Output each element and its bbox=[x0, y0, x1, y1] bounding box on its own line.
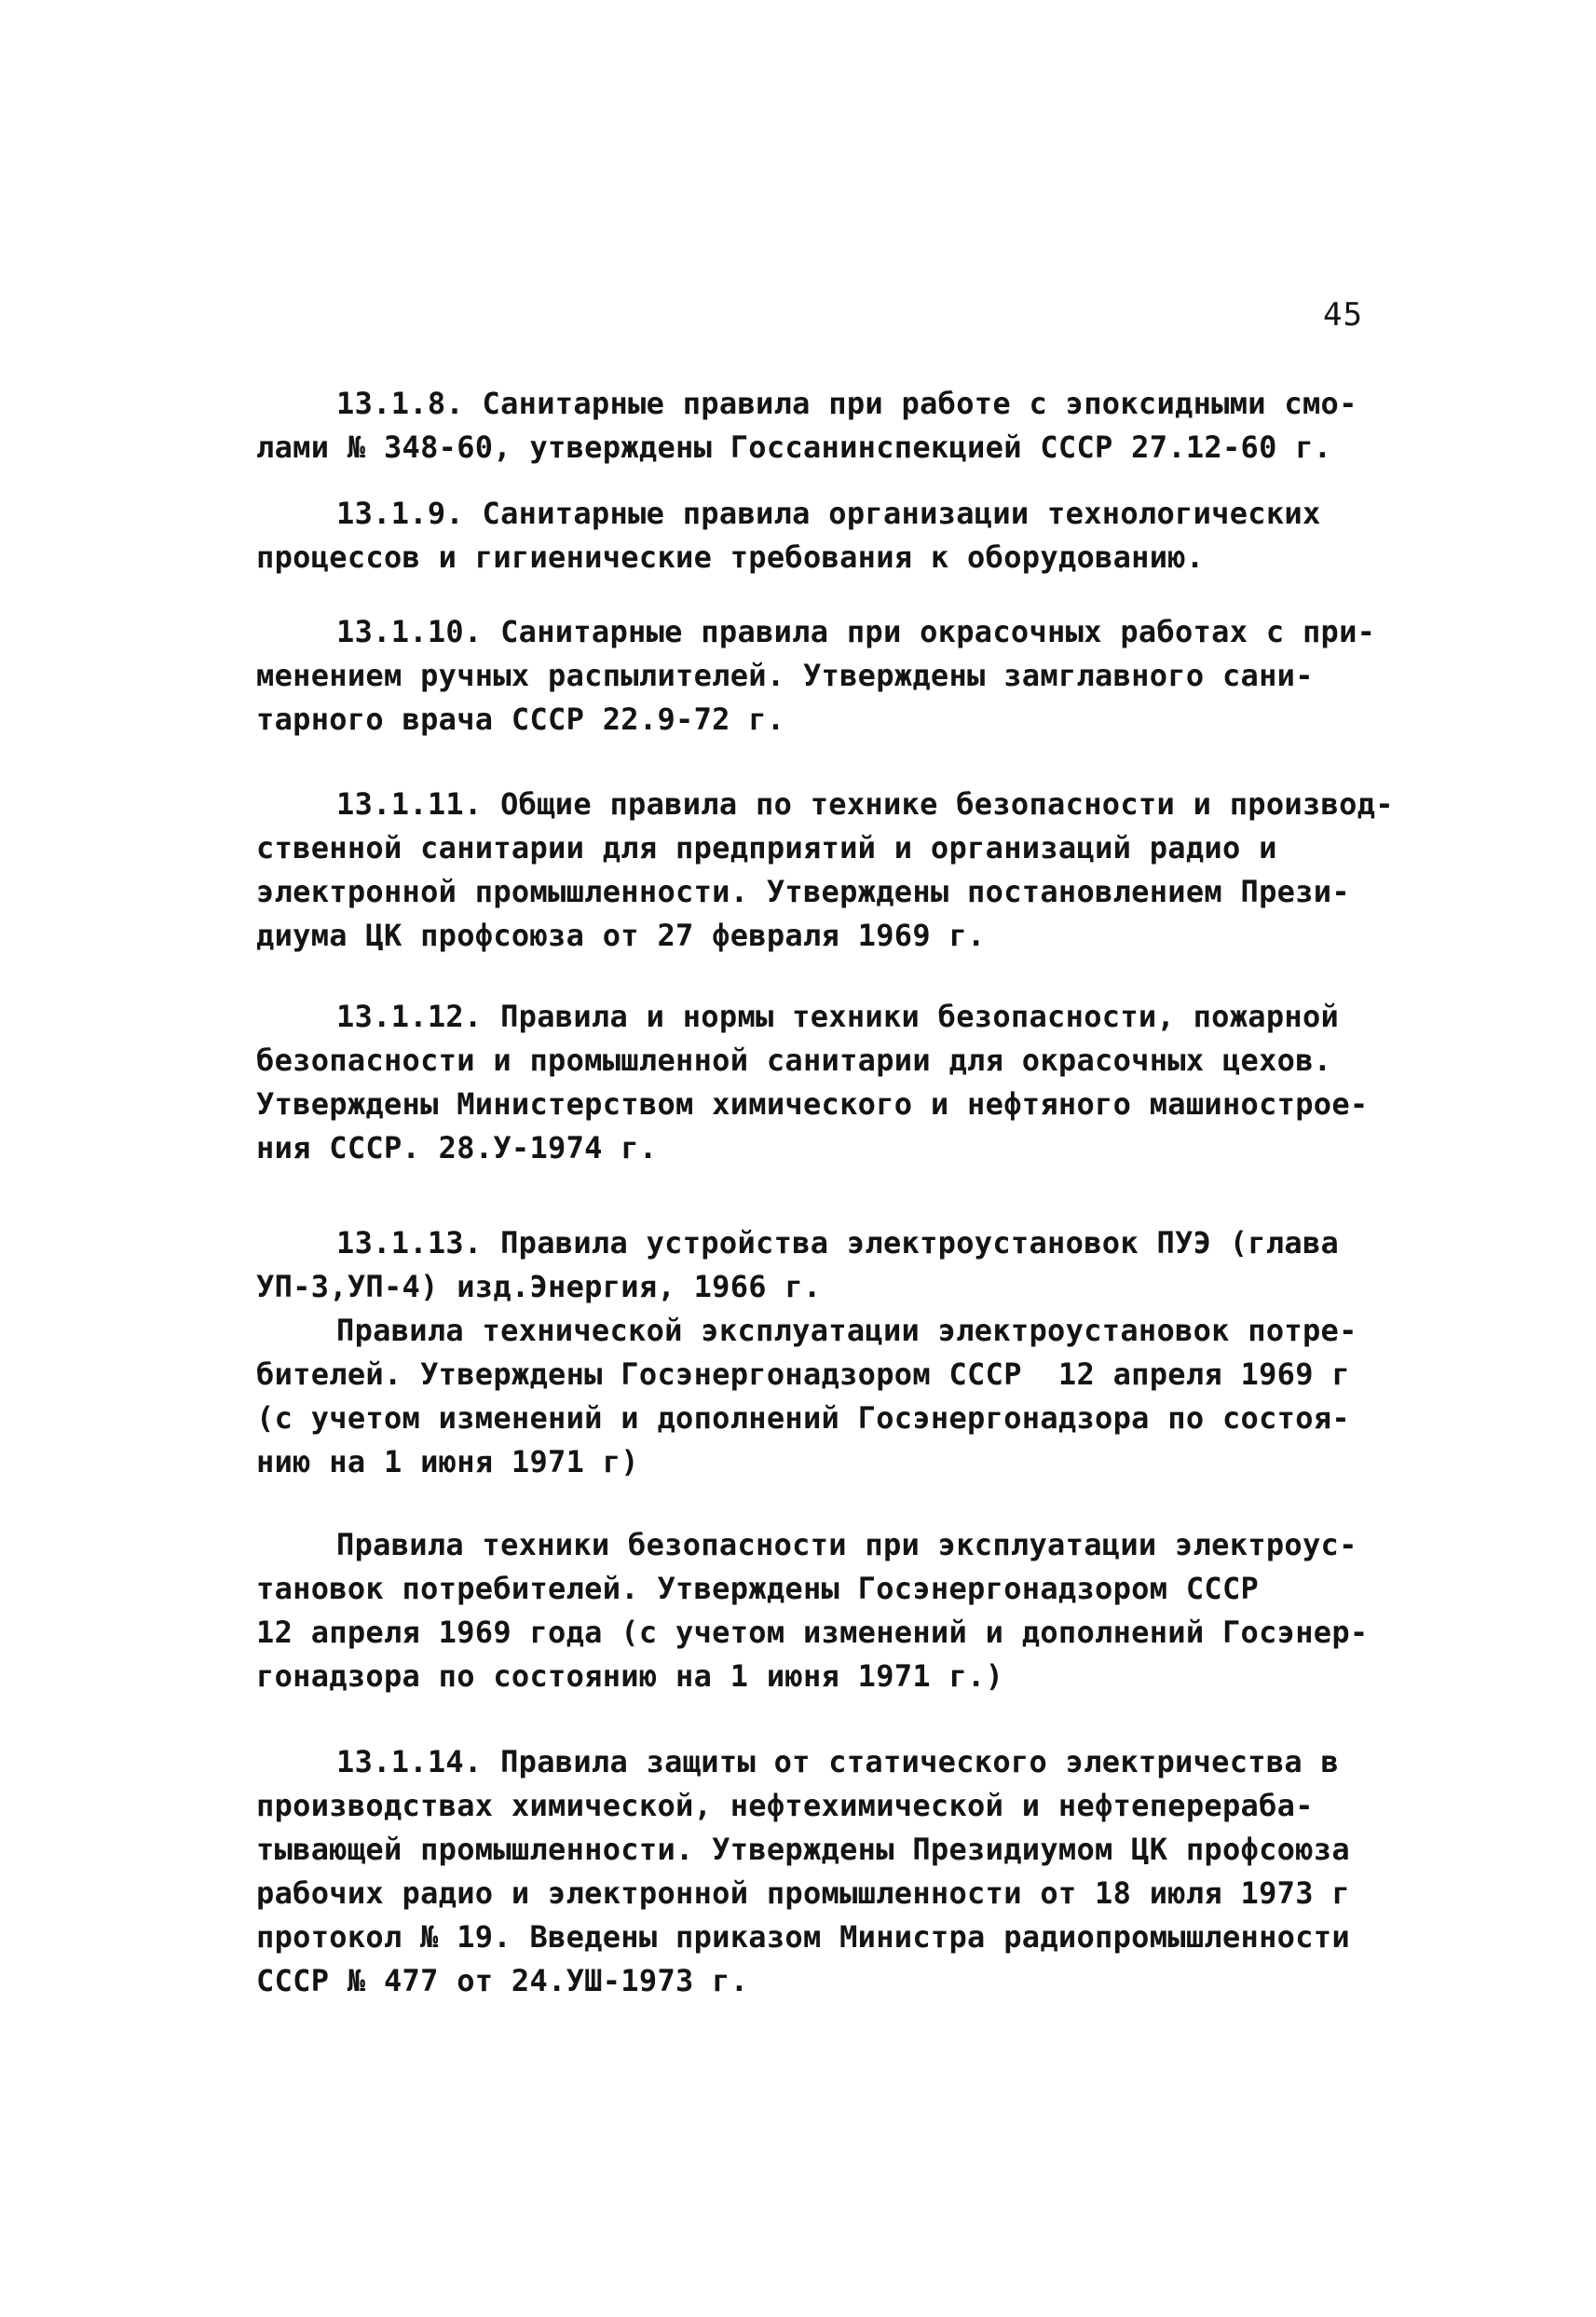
paragraph-line: нию на 1 июня 1971 г) bbox=[256, 1444, 639, 1479]
paragraph-13-1-12 bbox=[256, 995, 1379, 1170]
paragraph-line: тарного врача СССР 22.9-72 г. bbox=[256, 702, 785, 737]
paragraph-safety-rules bbox=[256, 1523, 1379, 1698]
paragraph-line: Правила технической эксплуатации электроустановок потре- bbox=[336, 1313, 1357, 1348]
paragraph-line: протокол № 19. Введены приказом Министра радиопромышленности bbox=[256, 1919, 1350, 1955]
paragraph-line: гонадзора по состоянию на 1 июня 1971 г.) bbox=[256, 1658, 1004, 1694]
paragraph-line: тановок потребителей. Утверждены Госэнергонадзором СССР bbox=[256, 1571, 1260, 1606]
paragraph-line: электронной промышленности. Утверждены постановлением Прези- bbox=[256, 874, 1350, 909]
paragraph-line: лами № 348-60, утверждены Госсанинспекцией СССР 27.12-60 г. bbox=[256, 429, 1332, 465]
paragraph-line: 13.1.8. Санитарные правила при работе с эпоксидными смо- bbox=[336, 386, 1357, 421]
paragraph-line: рабочих радио и электронной промышленности от 18 июля 1973 г bbox=[256, 1875, 1350, 1911]
paragraph-13-1-13 bbox=[256, 1221, 1379, 1484]
paragraph-line: производствах химической, нефтехимической и нефтеперераба- bbox=[256, 1788, 1314, 1823]
paragraph-13-1-11 bbox=[256, 783, 1394, 958]
paragraph-line: тывающей промышленности. Утверждены Президиумом ЦК профсоюза bbox=[256, 1832, 1350, 1867]
paragraph-line: 12 апреля 1969 года (с учетом изменений и дополнений Госэнер- bbox=[256, 1615, 1369, 1650]
paragraph-13-1-8 bbox=[256, 382, 1379, 470]
paragraph-13-1-10 bbox=[256, 610, 1379, 742]
paragraph-line: СССР № 477 от 24.УШ-1973 г. bbox=[256, 1963, 749, 1998]
paragraph-line: бителей. Утверждены Госэнергонадзором СССР 12 апреля 1969 г bbox=[256, 1356, 1350, 1392]
paragraph-line: 13.1.11. Общие правила по технике безопасности и производ- bbox=[336, 786, 1394, 822]
paragraph-line: ния СССР. 28.У-1974 г. bbox=[256, 1130, 658, 1165]
paragraph-line: 13.1.13. Правила устройства электроустановок ПУЭ (глава bbox=[336, 1225, 1340, 1261]
paragraph-line: УП-3,УП-4) изд.Энергия, 1966 г. bbox=[256, 1269, 822, 1304]
paragraph-13-1-14 bbox=[256, 1740, 1379, 2003]
paragraph-line: (с учетом изменений и дополнений Госэнергонадзора по состоя- bbox=[256, 1400, 1350, 1436]
paragraph-line: 13.1.10. Санитарные правила при окрасочных работах с при- bbox=[336, 614, 1376, 649]
paragraph-line: 13.1.14. Правила защиты от статического электричества в bbox=[336, 1744, 1340, 1779]
paragraph-line: 13.1.9. Санитарные правила организации технологических bbox=[336, 496, 1321, 531]
paragraph-13-1-9 bbox=[256, 492, 1379, 579]
paragraph-line: менением ручных распылителей. Утверждены замглавного сани- bbox=[256, 658, 1314, 693]
paragraph-line: ственной санитарии для предприятий и организаций радио и bbox=[256, 830, 1277, 865]
paragraph-line: Правила техники безопасности при эксплуатации электроус- bbox=[336, 1527, 1357, 1562]
paragraph-line: Утверждены Министерством химического и нефтяного машинострое- bbox=[256, 1086, 1369, 1122]
paragraph-line: процессов и гигиенические требования к оборудованию. bbox=[256, 539, 1205, 575]
paragraph-line: диума ЦК профсоюза от 27 февраля 1969 г. bbox=[256, 918, 986, 953]
page-number: 45 bbox=[1323, 296, 1363, 334]
paragraph-line: 13.1.12. Правила и нормы техники безопасности, пожарной bbox=[336, 999, 1340, 1034]
paragraph-line: безопасности и промышленной санитарии для окрасочных цехов. bbox=[256, 1043, 1332, 1078]
